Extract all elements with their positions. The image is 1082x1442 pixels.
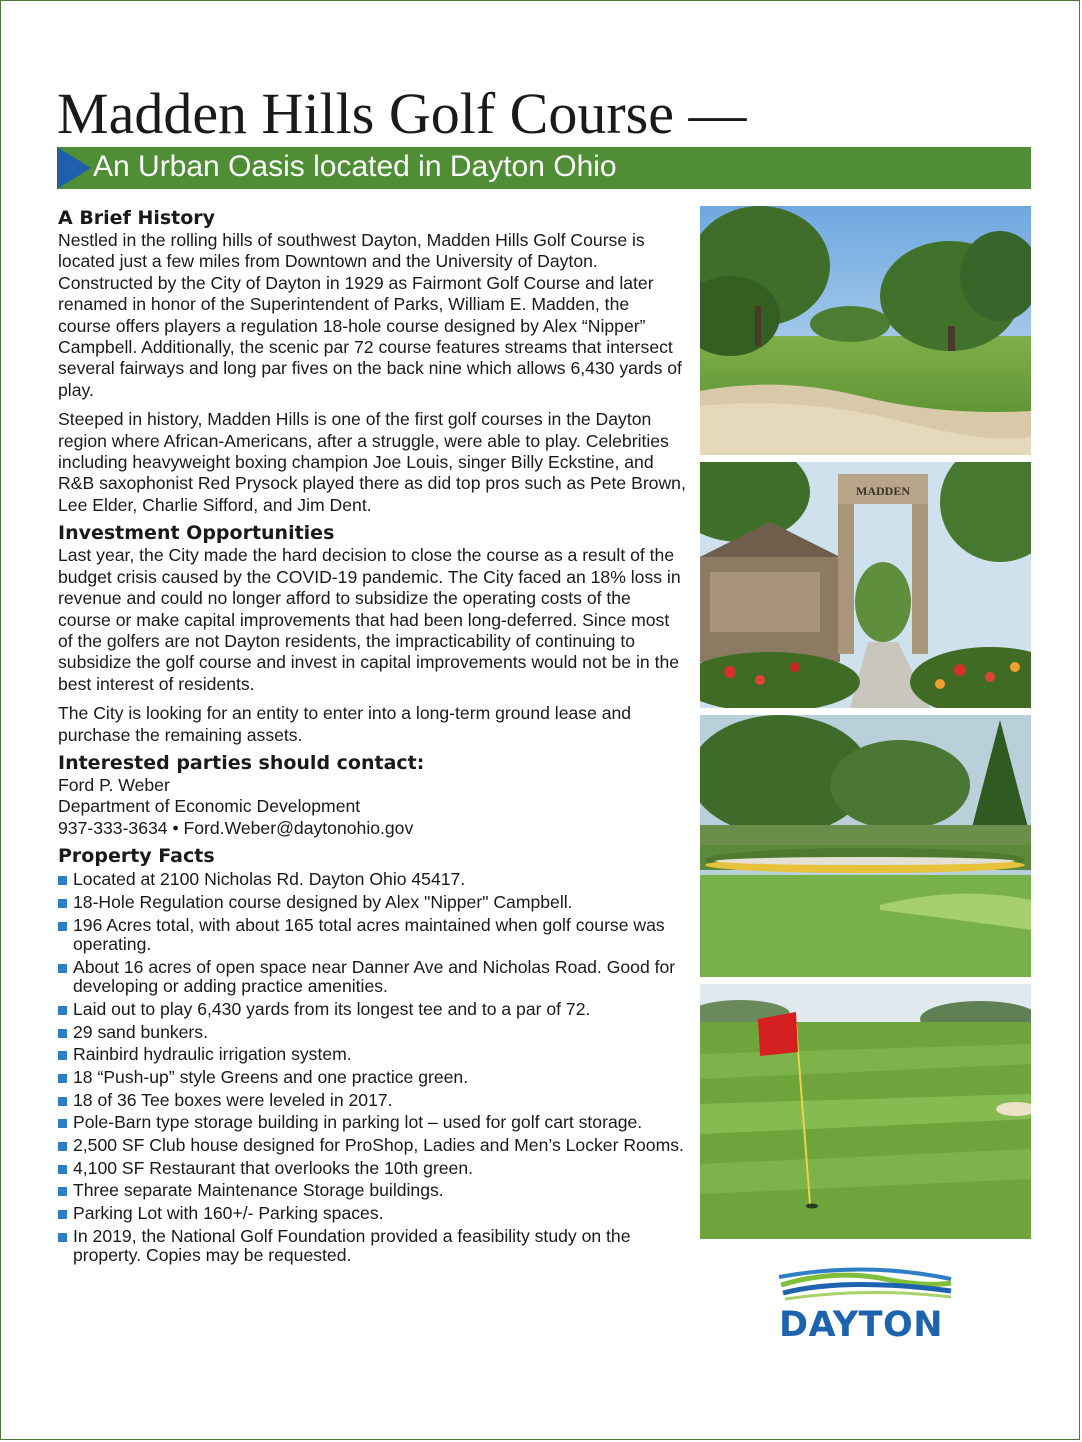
fact-item: 18 of 36 Tee boxes were leveled in 2017. (58, 1091, 686, 1111)
arrow-icon (57, 147, 91, 189)
fact-item: 18 “Push-up” style Greens and one practice green. (58, 1068, 686, 1088)
facts-list (58, 870, 686, 1266)
contact-department: Department of Economic Development (58, 796, 361, 817)
fact-item: In 2019, the National Golf Foundation provided a feasibility study on the property. Copies may be requested. (58, 1227, 686, 1266)
facts-section (58, 845, 686, 1266)
fact-item: Pole-Barn type storage building in parking lot – used for golf cart storage. (58, 1113, 686, 1133)
gate-sign-text: MADDEN (856, 484, 910, 498)
investment-section (58, 522, 686, 746)
contact-phone-email: 937-333-3634 • Ford.Weber@daytonohio.gov (58, 817, 414, 838)
text-column (58, 201, 686, 1269)
photo-bunker-trees (700, 206, 1031, 455)
photo-flag-green-image (700, 984, 1031, 1239)
dayton-logo-text: DAYTON (779, 1305, 944, 1345)
fact-item: 4,100 SF Restaurant that overlooks the 10th green. (58, 1159, 686, 1179)
fact-item: 2,500 SF Club house designed for ProShop, Ladies and Men’s Locker Rooms. (58, 1136, 686, 1156)
contact-heading: Interested parties should contact: (58, 751, 425, 774)
investment-paragraph-1: Last year, the City made the hard decision to close the course as a result of the budget crisis caused by the COVID-19 pandemic. The City faced an 18% loss in revenue and could no longer afford to subsidize the operating costs of the course or make capital improvements that had been long-deferred. Since most of the golfers are not Dayton residents, the impracticability of continuing to subsidize the golf course and invest in capital improvements would not be in the best interest of residents. (58, 545, 681, 694)
photo-flower-bed-green-image (700, 715, 1031, 977)
history-paragraph-1: Nestled in the rolling hills of southwest Dayton, Madden Hills Golf Course is located just a few miles from Downtown and the University of Dayton. Constructed by the City of Dayton in 1929 as Fairmont Golf Course and later renamed in honor of the Superintendent of Parks, William E. Madden, the course offers players a regulation 18-hole course designed by Alex “Nipper” Campbell. Additionally, the scenic par 72 course features streams that intersect several fairways and long par fives on the back nine which allows 6,430 yards of play. (58, 230, 682, 400)
photo-flag-green (700, 984, 1031, 1239)
photo-entrance-gate (700, 462, 1031, 708)
photo-bunker-trees-image (700, 206, 1031, 455)
facts-heading: Property Facts (58, 845, 215, 868)
dayton-logo-swoosh-icon (775, 1265, 955, 1309)
fact-item: About 16 acres of open space near Danner Ave and Nicholas Road. Good for developing or adding practice amenities. (58, 958, 686, 997)
fact-item: Laid out to play 6,430 yards from its longest tee and to a par of 72. (58, 1000, 686, 1020)
fact-item: 29 sand bunkers. (58, 1023, 686, 1043)
history-paragraph-2: Steeped in history, Madden Hills is one of the first golf courses in the Dayton region where African-Americans, after a struggle, were able to play. Celebrities including heavyweight boxing champion Joe Louis, singer Billy Eckstine, and R&B saxophonist Red Prysock played there as did top pros such as Pete Brown, Lee Elder, Charlie Sifford, and Jim Dent. (58, 409, 686, 515)
photo-entrance-gate-image (700, 462, 1031, 708)
fact-item: Rainbird hydraulic irrigation system. (58, 1045, 686, 1065)
fact-item: Located at 2100 Nicholas Rd. Dayton Ohio 45417. (58, 870, 686, 890)
fact-item: Three separate Maintenance Storage buildings. (58, 1181, 686, 1201)
subtitle-banner (57, 147, 1031, 189)
subtitle: An Urban Oasis located in Dayton Ohio (93, 150, 617, 183)
photo-flower-bed-green (700, 715, 1031, 977)
dayton-logo (775, 1265, 955, 1345)
page-title: Madden Hills Golf Course — (57, 81, 747, 146)
investment-paragraph-2: The City is looking for an entity to enter into a long-term ground lease and purchase the remaining assets. (58, 703, 632, 745)
fact-item: Parking Lot with 160+/- Parking spaces. (58, 1204, 686, 1224)
contact-name: Ford P. Weber (58, 774, 170, 795)
fact-item: 196 Acres total, with about 165 total acres maintained when golf course was operating. (58, 916, 686, 955)
investment-heading: Investment Opportunities (58, 522, 335, 545)
history-section (58, 207, 686, 516)
fact-item: 18-Hole Regulation course designed by Alex "Nipper" Campbell. (58, 893, 686, 913)
history-heading: A Brief History (58, 207, 216, 229)
contact-section (58, 752, 686, 839)
